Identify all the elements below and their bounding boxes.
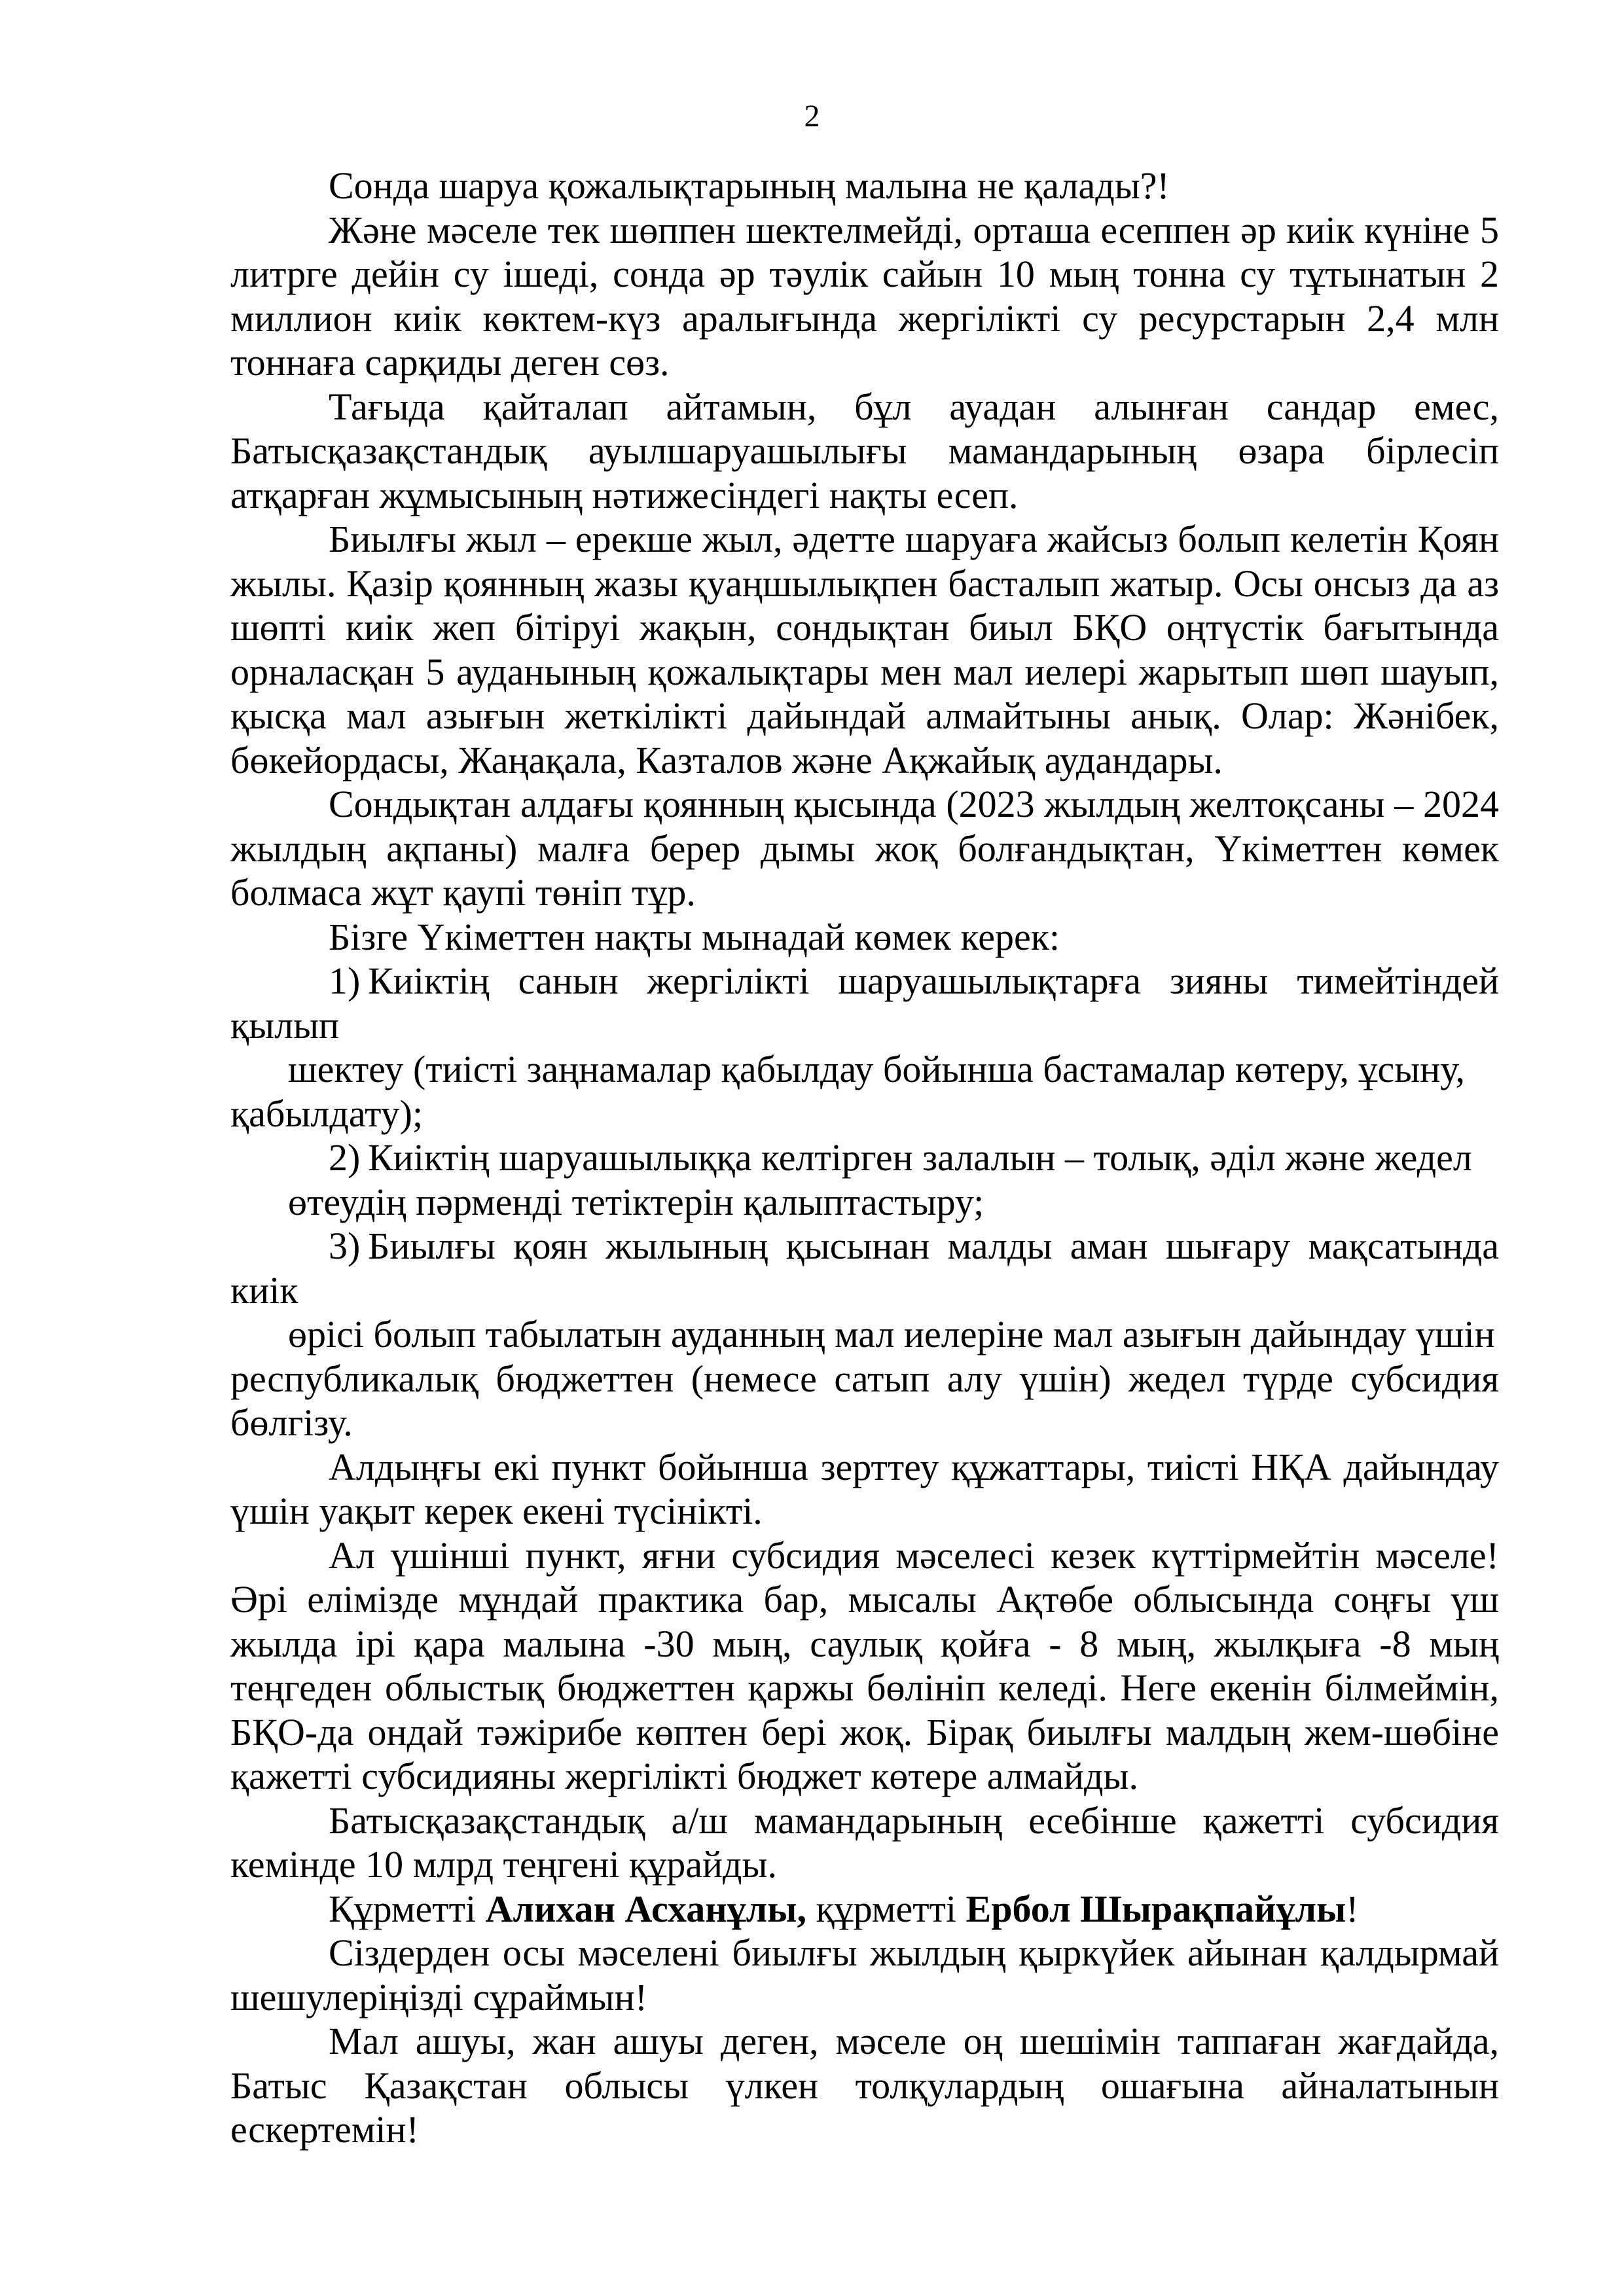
list-number: 3) (329, 1225, 361, 1267)
list-item-text: Киіктің санын жергілікті шаруашылықтарға зияны тимейтіндей қылып (230, 960, 1499, 1047)
list-item-text: Биылғы қоян жылының қысынан малды аман шығару мақсатында киік (230, 1225, 1499, 1312)
list-item-2-cont: өтеудің пәрменді тетіктерін қалыптастыру; (288, 1180, 984, 1223)
list-item-1-tail: қабылдату); (230, 1092, 424, 1135)
addressee-2: Ербол Шырақпайұлы (965, 1887, 1346, 1930)
salutation-post: ! (1346, 1887, 1359, 1930)
page-number: 2 (804, 99, 820, 134)
list-item-3-tail: республикалық бюджеттен (немесе сатып алу үшін) жедел түрде субсидия бөлгізу. (230, 1357, 1499, 1444)
list-item-1 (230, 959, 1499, 1047)
paragraph-8: Ал үшінші пункт, яғни субсидия мәселесі кезек күттірмейтін мәселе! Әрі елімізде мұндай практика бар, мысалы Ақтөбе облысында соңғы үш жылда ірі қара малына -30 мың, саулық қойға - 8 мың, жылқыға -8 мың теңгеден облыстық бюджеттен қаржы бөлініп келеді. Неге екенін білмеймін, БҚО-да ондай тәжірибе көптен бері жоқ. Бірақ биылғы малдың жем-шөбіне қажетті субсидияны жергілікті бюджет көтере алмайды. (230, 1534, 1499, 1797)
addressee-1: Алихан Асханұлы, (485, 1887, 806, 1930)
list-number: 2) (329, 1136, 361, 1179)
list-item-1-cont: шектеу (тиісті заңнамалар қабылдау бойынша бастамалар көтеру, ұсыну, (288, 1048, 1465, 1090)
paragraph-7: Алдыңғы екі пункт бойынша зерттеу құжаттары, тиісті НҚА дайындау үшін уақыт керек екені түсінікті. (230, 1445, 1499, 1532)
list-item-3-cont: өрісі болып табылатын ауданның мал иелеріне мал азығын дайындау үшін (288, 1313, 1495, 1355)
paragraph-4: Биылғы жыл – ерекше жыл, әдетте шаруаға жайсыз болып келетін Қоян жылы. Қазір қоянның жазы қуаңшылықпен басталып жатыр. Осы онсыз да аз шөпті киік жеп бітіруі жақын, сондықтан биыл БҚО оңтүстік бағытында орналасқан 5 ауданының қожалықтары мен мал иелері жарытып шөп шауып, қысқа мал азығын жеткілікті дайындай алмайтыны анық. Олар: Жәнібек, бөкейордасы, Жаңақала, Казталов және Ақжайық аудандары. (230, 518, 1499, 781)
paragraph-12: Мал ашуы, жан ашуы деген, мәселе оң шешімін таппаған жағдайда, Батыс Қазақстан облысы үлкен толқулардың ошағына айналатынын ескертемін! (230, 2020, 1499, 2151)
letter-body (230, 164, 1499, 2152)
paragraph-6: Бізге Үкіметтен нақты мынадай көмек керек: (329, 915, 1060, 958)
list-number: 1) (329, 960, 361, 1002)
list-item-3 (230, 1224, 1499, 1312)
salutation-pre: Құрметті (329, 1887, 486, 1930)
paragraph-3: Тағыда қайталап айтамын, бұл ауадан алынған сандар емес, Батысқазақстандық ауылшаруашылығы мамандарының өзара бірлесіп атқарған жұмысының нәтижесіндегі нақты есеп. (230, 385, 1499, 516)
paragraph-10-salutation (230, 1887, 1499, 1931)
salutation-mid: құрметті (806, 1887, 966, 1930)
paragraph-1: Сонда шаруа қожалықтарының малына не қалады?! (329, 164, 1170, 207)
paragraph-11: Сіздерден осы мәселені биылғы жылдың қыркүйек айынан қалдырмай шешулеріңізді сұраймын! (230, 1931, 1499, 2018)
list-item-text: Киіктің шаруашылыққа келтірген залалын – толық, әділ және жедел (368, 1136, 1472, 1179)
paragraph-9: Батысқазақстандық а/ш мамандарының есебінше қажетті субсидия кемінде 10 млрд теңгені құрайды. (230, 1799, 1499, 1886)
paragraph-2: Және мәселе тек шөппен шектелмейді, орташа есеппен әр киік күніне 5 литрге дейін су ішеді, сонда әр тәулік сайын 10 мың тонна су тұтынатын 2 миллион киік көктем-күз аралығында жергілікті су ресурстарын 2,4 млн тоннаға сарқиды деген сөз. (230, 208, 1499, 384)
paragraph-5: Сондықтан алдағы қоянның қысында (2023 жылдың желтоқсаны – 2024 жылдың ақпаны) малға берер дымы жоқ болғандықтан, Үкіметтен көмек болмаса жұт қаупі төніп тұр. (230, 783, 1499, 914)
list-item-2 (230, 1136, 1499, 1180)
